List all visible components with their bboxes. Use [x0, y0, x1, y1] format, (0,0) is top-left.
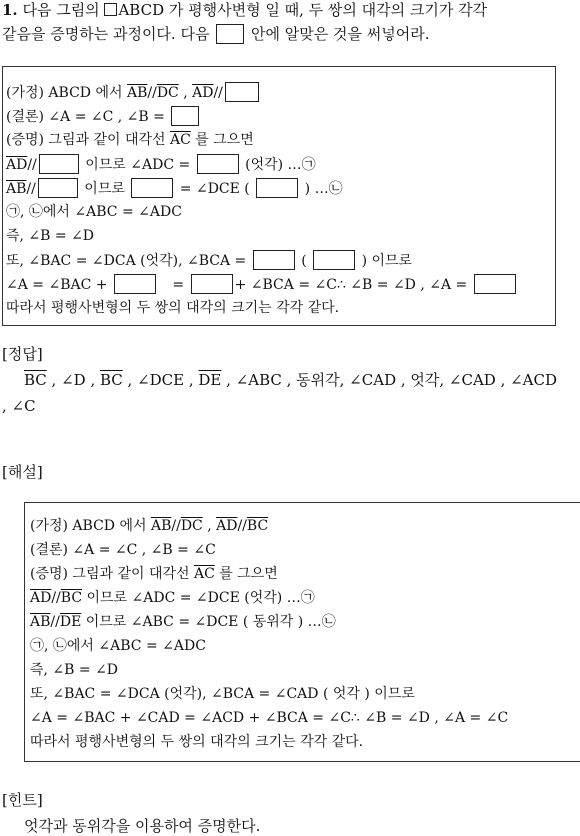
problem-line-1: [2, 0, 487, 20]
problem-text-2b: 안에 알맞은 것을 써넣어라.: [251, 25, 430, 43]
parallelogram-square-icon: [104, 3, 117, 16]
segment-ad: $\overline{AD}$: [6, 157, 28, 173]
solution-line-6: ㉠, ㉡에서 ∠ABC = ∠ADC: [30, 638, 206, 654]
proof-text: (결론) ∠A = ∠C , ∠B =: [6, 109, 165, 125]
parallel-mark: //: [237, 518, 247, 534]
solution-line-7: 즉, ∠B = ∠D: [30, 662, 119, 678]
solution-line-2: (결론) ∠A = ∠C , ∠B = ∠C: [30, 542, 216, 558]
segment-de: $\overline{DE}$: [59, 614, 82, 630]
answer-text: , ∠DCE ,: [122, 371, 199, 389]
solution-line-10: 따라서 평행사변형의 두 쌍의 대각의 크기는 각각 같다.: [30, 734, 364, 750]
proof-line-9: [6, 274, 518, 295]
answer-segment: $\overline{BC}$: [99, 371, 123, 389]
blank-box: [474, 274, 516, 294]
blank-box: [191, 274, 233, 294]
solution-text: ,: [207, 518, 212, 534]
proof-text: ∠A = ∠BAC +: [6, 277, 108, 293]
blank-box: [114, 274, 156, 294]
problem-line-2: [2, 24, 429, 44]
solution-line-8: 또, ∠BAC = ∠DCA (엇각), ∠BCA = ∠CAD ( 엇각 ) 이므로: [30, 686, 415, 702]
segment-bc: $\overline{BC}$: [246, 518, 269, 534]
blank-box: [197, 154, 239, 174]
blank-box: [39, 154, 79, 174]
proof-line-10: 따라서 평행사변형의 두 쌍의 대각의 크기는 각각 같다.: [6, 300, 340, 316]
hint-heading: [힌트]: [2, 791, 43, 809]
problem-text-1a: 다음 그림의: [22, 1, 100, 19]
problem-text-1b: ABCD 가 평행사변형 일 때, 두 쌍의 대각의 크기가 각각: [118, 1, 488, 19]
circled-label: ㉡: [328, 181, 343, 197]
answer-segment: $\overline{DE}$: [198, 371, 222, 389]
proof-text: 또, ∠BAC = ∠DCA (엇각), ∠BCA =: [6, 253, 247, 269]
blank-box: [256, 178, 298, 198]
solution-line-4: [30, 588, 315, 608]
blank-box: [253, 250, 295, 270]
proof-text: =: [172, 277, 185, 293]
proof-line-7: 즉, ∠B = ∠D: [6, 228, 95, 244]
proof-text: ) …: [304, 181, 329, 197]
blank-box: [216, 24, 244, 44]
hint-text: 엇각과 동위각을 이용하여 증명한다.: [24, 817, 261, 835]
blank-box: [131, 178, 173, 198]
segment-ab: $\overline{AB}$: [126, 85, 148, 101]
proof-line-5: [6, 178, 343, 199]
proof-text: 이므로 ∠ADC =: [85, 157, 191, 173]
proof-line-6: ㉠, ㉡에서 ∠ABC = ∠ADC: [6, 204, 182, 220]
proof-text: (증명) 그림과 같이 대각선: [6, 132, 166, 148]
problem-text-2a: 같음을 증명하는 과정이다. 다음: [2, 25, 210, 43]
solution-text: 이므로 ∠ABC = ∠DCE ( 동위각 ) …: [85, 614, 322, 630]
circled-label: ㉡: [321, 614, 336, 630]
segment-ab: $\overline{AB}$: [6, 181, 27, 197]
proof-line-2: [6, 106, 201, 127]
proof-text: 이므로: [84, 181, 125, 197]
proof-line-3: [6, 130, 254, 150]
proof-text: (가정) ABCD 에서: [6, 85, 123, 101]
blank-box: [225, 82, 259, 102]
solution-text: 를 그으면: [219, 566, 278, 582]
solution-line-5: [30, 612, 336, 632]
segment-ad: $\overline{AD}$: [30, 590, 52, 606]
parallel-mark: //: [27, 157, 37, 173]
segment-dc: $\overline{DC}$: [180, 518, 203, 534]
segment-bc: $\overline{BC}$: [60, 590, 83, 606]
segment-ab: $\overline{AB}$: [150, 518, 172, 534]
blank-box: [171, 106, 199, 126]
proof-line-4: [6, 154, 316, 175]
answer-text: , ∠D ,: [46, 371, 100, 389]
parallel-mark: //: [26, 181, 36, 197]
parallel-mark: //: [147, 85, 157, 101]
parallel-mark: //: [50, 614, 60, 630]
segment-dc: $\overline{DC}$: [156, 85, 179, 101]
segment-ac: $\overline{AC}$: [193, 566, 215, 582]
solution-line-1: [30, 516, 268, 536]
blank-box: [38, 178, 78, 198]
answer-line-1: [24, 370, 557, 390]
solution-heading: [해설]: [2, 463, 43, 481]
parallel-mark: //: [51, 590, 61, 606]
proof-text: ) 이므로: [361, 253, 413, 269]
solution-line-9: ∠A = ∠BAC + ∠CAD = ∠ACD + ∠BCA = ∠C∴ ∠B = ∠D , ∠A = ∠C: [30, 710, 509, 726]
proof-text: + ∠BCA = ∠C∴ ∠B = ∠D , ∠A =: [234, 277, 468, 293]
proof-text: 를 그으면: [195, 132, 254, 148]
parallel-mark: //: [171, 518, 181, 534]
segment-ac: $\overline{AC}$: [169, 132, 191, 148]
answer-segment: $\overline{BC}$: [24, 371, 47, 389]
problem-number: 1.: [2, 1, 18, 19]
proof-text: (엇각) …: [245, 157, 302, 173]
segment-ab: $\overline{AB}$: [30, 614, 51, 630]
proof-text: ,: [183, 85, 188, 101]
circled-label: ㉠: [301, 157, 316, 173]
segment-ad: $\overline{AD}$: [192, 85, 214, 101]
solution-text: 이므로 ∠ADC = ∠DCE (엇각) …: [86, 590, 301, 606]
answer-line-2: , ∠C: [2, 397, 36, 415]
solution-line-3: [30, 564, 278, 584]
answer-text: , ∠ABC , 동위각, ∠CAD , 엇각, ∠CAD , ∠ACD: [221, 371, 558, 389]
segment-ad: $\overline{AD}$: [216, 518, 238, 534]
proof-line-8: [6, 250, 412, 271]
proof-text: = ∠DCE (: [179, 181, 250, 197]
solution-text: (가정) ABCD 에서: [30, 518, 147, 534]
proof-text: (: [301, 253, 307, 269]
solution-text: (증명) 그림과 같이 대각선: [30, 566, 190, 582]
proof-line-1: [6, 82, 261, 103]
circled-label: ㉠: [300, 590, 315, 606]
blank-box: [313, 250, 355, 270]
answer-heading: [정답]: [2, 345, 43, 363]
parallel-mark: //: [213, 85, 223, 101]
